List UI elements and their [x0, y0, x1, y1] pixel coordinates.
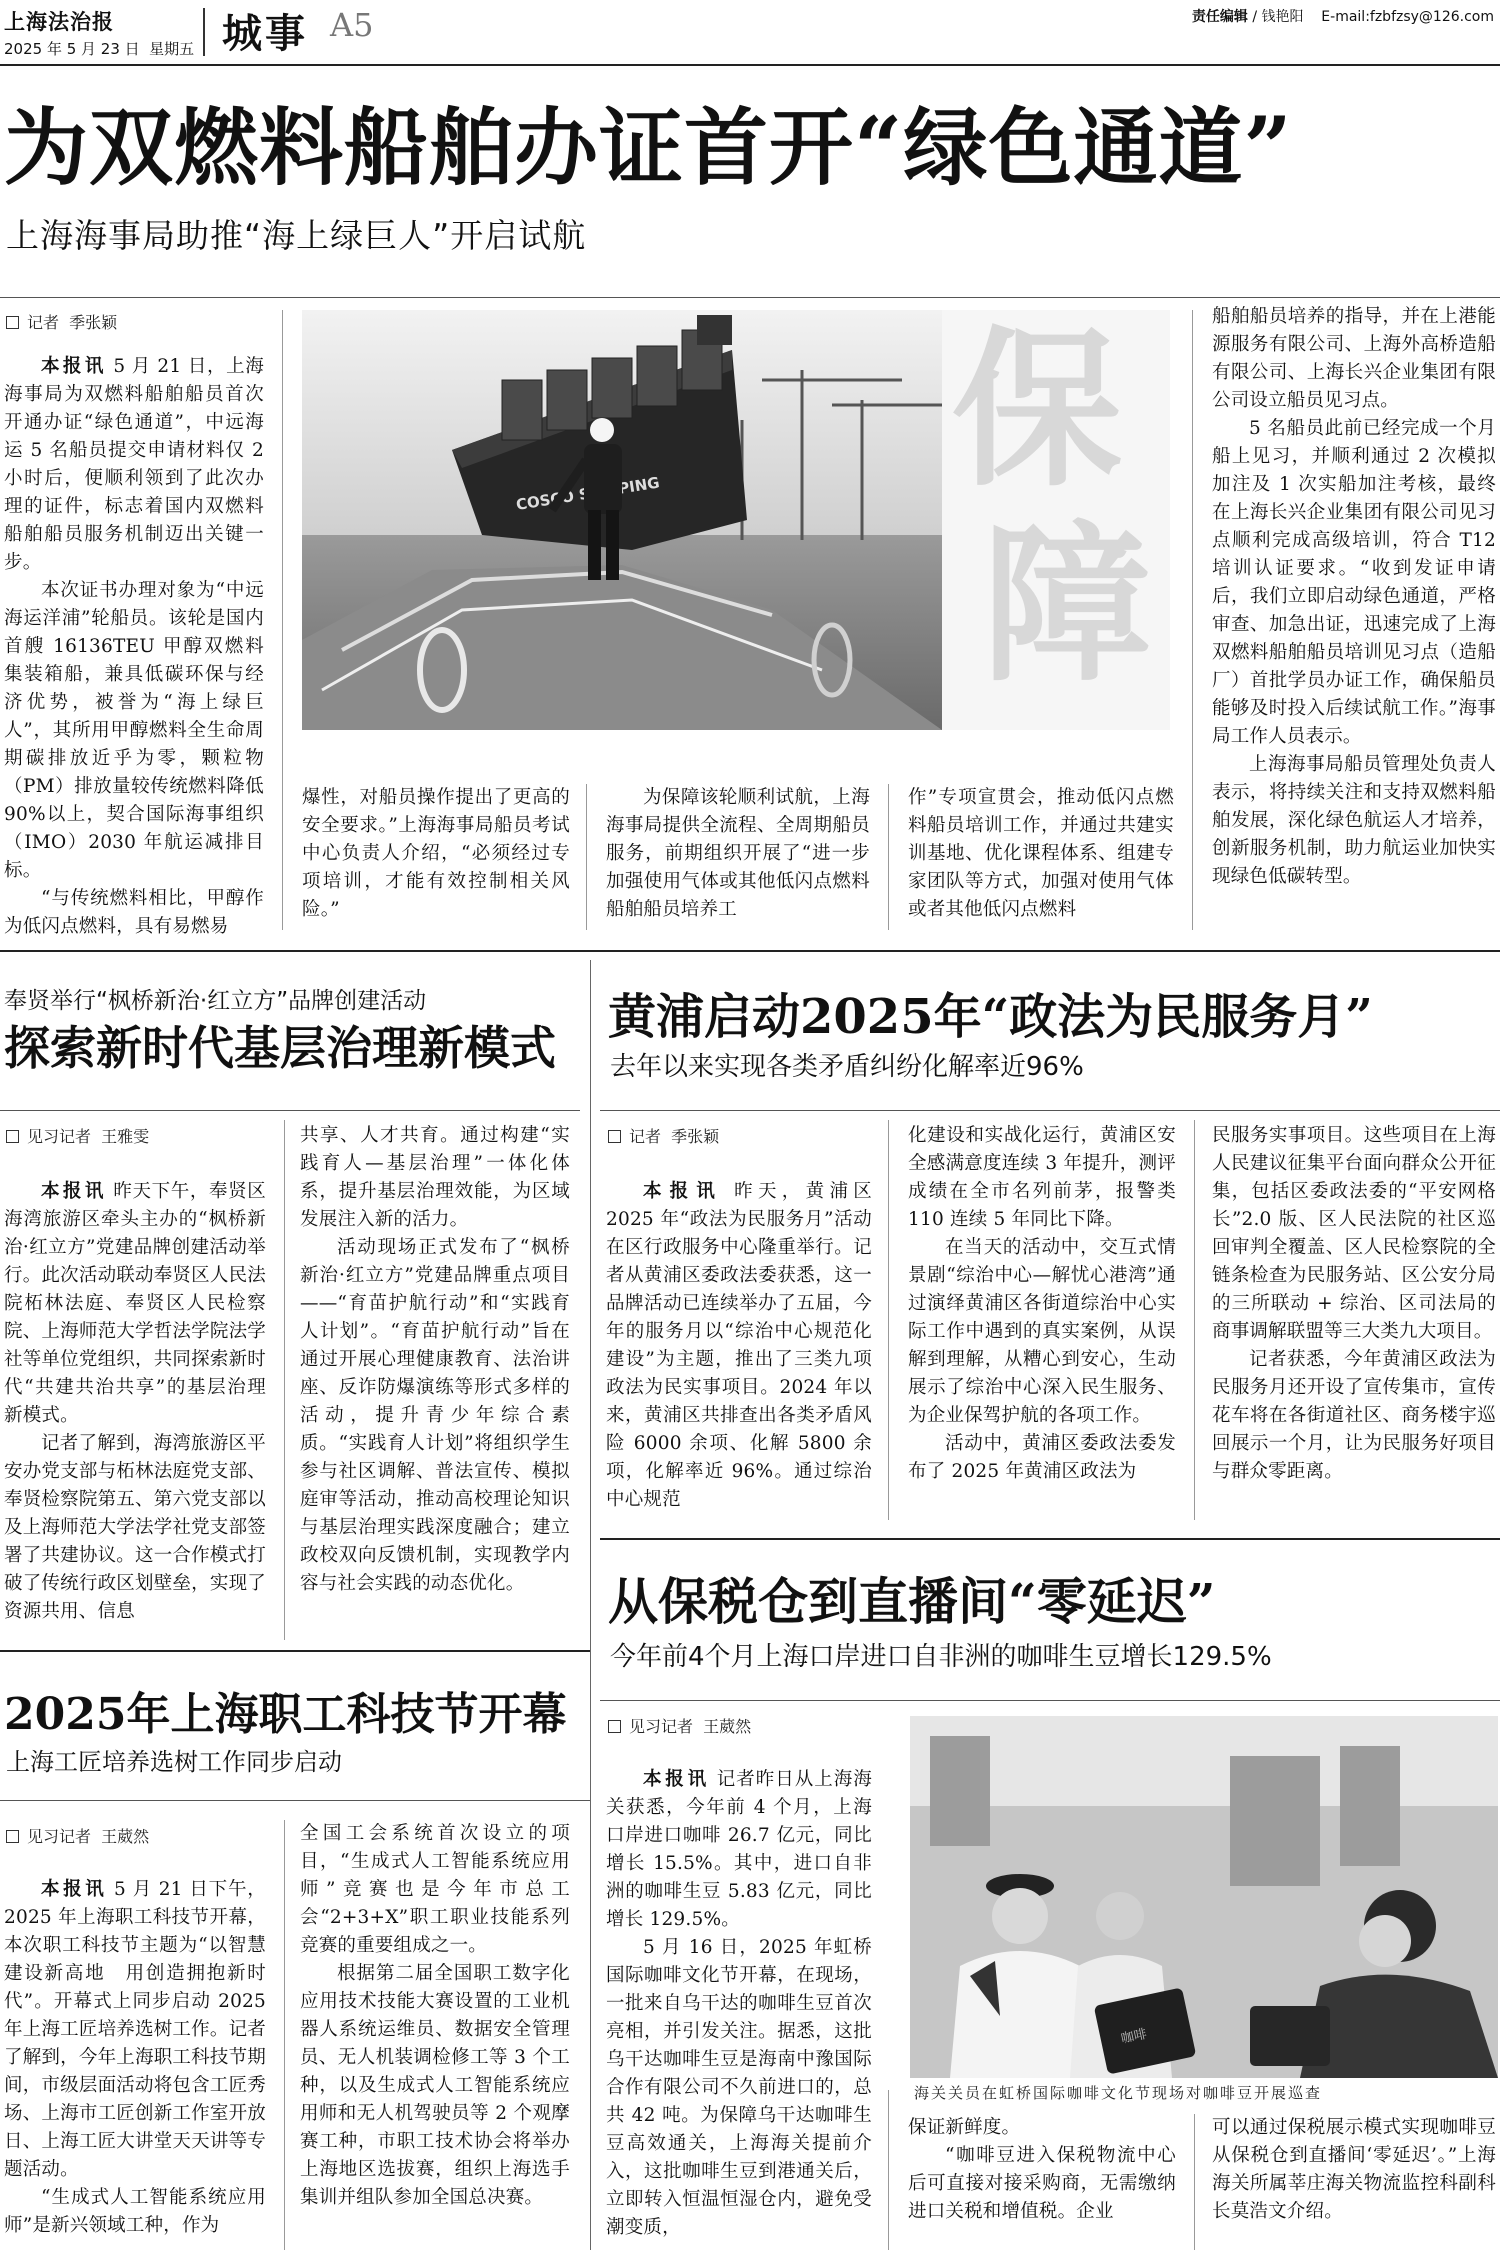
story4-paragraph: 5 月 16 日，2025 年虹桥国际咖啡文化节开幕，在现场，一批来自乌干达的咖啡生豆首次亮相，并引发关注。据悉，这批乌干达咖啡生豆是海南中豫国际合作有限公司不久前进口的，总共 42 吨。为保障乌干达咖啡生豆高效通关，上海海关提前介入，这批咖啡生豆到港通关后，立即转入恒温恒湿仓内，避免受潮变质， — [606, 1937, 872, 2238]
byline-box-icon — [6, 1130, 19, 1143]
story1-paragraph: 上海海事局船员管理处负责人表示，将持续关注和支持双燃料船舶发展，深化绿色航运人才培养，创新服务机制，助力航运业加快实现绿色低碳转型。 — [1212, 754, 1496, 887]
story5-column-2 — [300, 1820, 570, 2212]
story4-column-1 — [606, 1766, 872, 2242]
story3-paragraph: 记者获悉，今年黄浦区政法为民服务月还开设了宣传集市，宣传花车将在各街道社区、商务楼宇巡回展示一个月，让为民服务好项目与群众零距离。 — [1212, 1349, 1496, 1482]
story4-column-3 — [1212, 2114, 1496, 2226]
story1-paragraph: 作”专项宣贯会，推动低闪点燃料船员培训工作，并通过共建实训基地、优化课程体系、组建专家团队等方式，加强对使用气体或者其他低闪点燃料 — [908, 787, 1174, 920]
story1-bottom-rule — [0, 950, 1500, 952]
story5-top-rule — [0, 1650, 590, 1652]
column-divider — [282, 310, 283, 930]
story1-subhead: 上海海事局助推“海上绿巨人”开启试航 — [6, 216, 587, 255]
story3-column-3 — [1212, 1122, 1496, 1486]
bag-label-text: 咖啡 — [1119, 2026, 1149, 2047]
story3-column-2 — [908, 1122, 1176, 1486]
story1-paragraph: 船舶船员培养的指导，并在上港能源服务有限公司、上海外高桥造船有限公司、上海长兴企业集团有限公司设立船员见习点。 — [1212, 306, 1496, 411]
paper-name: 上海法治报 — [4, 9, 114, 34]
story2-byline-text: 见习记者 王雅雯 — [27, 1127, 150, 1146]
masthead-rule — [0, 64, 1500, 66]
story2-headline: 探索新时代基层治理新模式 — [4, 1021, 556, 1075]
byline-box-icon — [6, 1830, 19, 1843]
byline-box-icon — [608, 1130, 621, 1143]
story1-rule — [0, 297, 1500, 298]
story3-paragraph: 活动中，黄浦区委政法委发布了 2025 年黄浦区政法为 — [908, 1433, 1176, 1482]
story2-byline — [6, 1124, 149, 1147]
story5-subhead: 上海工匠培养选树工作同步启动 — [6, 1748, 342, 1776]
story4-headline: 从保税仓到直播间“零延迟” — [608, 1572, 1216, 1631]
story2-paragraph: 活动现场正式发布了“枫桥新治·红立方”党建品牌重点项目——“育苗护航行动”和“实践育人计划”。“育苗护航行动”旨在通过开展心理健康教育、法治讲座、反诈防爆演练等形式多样的活动，提升青少年综合素质。“实践育人计划”将组织学生参与社区调解、普法宣传、模拟庭审等活动，推动高校理论知识与基层治理实践深度融合；建立政校双向反馈机制，实现教学内容与社会实践的动态优化。 — [300, 1237, 570, 1594]
story4-byline — [608, 1714, 751, 1737]
story1-column-4 — [908, 784, 1174, 924]
story2-paragraph — [4, 1178, 266, 1430]
column-divider — [1194, 1120, 1195, 1520]
story4-paragraph: “咖啡豆进入保税物流中心后可直接对接采购商，无需缴纳进口关税和增值税。企业 — [908, 2145, 1176, 2222]
story3-headline: 黄浦启动2025年“政法为民服务月” — [608, 989, 1373, 1045]
story1-column-1 — [4, 353, 264, 941]
story5-byline — [6, 1824, 149, 1847]
calligraphy-char-1: 保 — [952, 310, 1123, 510]
story5-text: 5 月 21 日下午，2025 年上海职工科技节开幕，本次职工科技节主题为“以智慧建设新高地 用创造拥抱新时代”。开幕式上同步启动 2025 年上海工匠培养选树工作。记者了解到，今年上海职工科技节期间，市级层面活动将包含工匠秀场、上海市工匠创新工作室开放日、上海工匠大讲堂天天讲等专题活动。 — [4, 1879, 266, 2180]
story1-lead: 本报讯 — [41, 356, 107, 377]
story4-lead: 本报讯 — [643, 1769, 710, 1790]
story3-column-1 — [606, 1178, 872, 1514]
story1-paragraph — [4, 353, 264, 577]
story4-photo — [910, 1716, 1498, 2078]
story5-lead: 本报讯 — [41, 1879, 108, 1900]
story3-subhead: 去年以来实现各类矛盾纠纷化解率近96% — [610, 1052, 1084, 1082]
calligraphy-char-2: 障 — [982, 505, 1153, 705]
column-divider — [1194, 2114, 1195, 2250]
story1-photo — [302, 310, 942, 730]
story1-headline: 为双燃料船舶办证首开“绿色通道” — [4, 98, 1293, 197]
story1-text: 5 月 21 日，上海海事局为双燃料船舶船员首次开通办证“绿色通道”，中远海运 5 名船员提交申请材料仅 2 小时后，便顺利领到了此次办理的证件，标志着国内双燃料船舶船员服务机制迈出关键一步。 — [4, 356, 264, 573]
story3-paragraph — [606, 1178, 872, 1514]
story5-headline: 2025年上海职工科技节开幕 — [4, 1689, 567, 1740]
story2-lead: 本报讯 — [41, 1181, 107, 1202]
ship-photo-illustration — [302, 310, 942, 730]
column-divider — [586, 784, 587, 930]
story1-paragraph: 爆性，对船员操作提出了更高的安全要求。”上海海事局船员考试中心负责人介绍，“必须经过专项培训，才能有效控制相关风险。” — [302, 787, 570, 920]
story3-byline — [608, 1124, 719, 1147]
story1-column-2 — [302, 784, 570, 924]
coffee-inspection-illustration — [910, 1716, 1498, 2078]
calligraphy-panel — [942, 310, 1170, 730]
issue-date: 2025 年 5 月 23 日 星期五 — [4, 40, 195, 58]
masthead-divider — [203, 8, 205, 56]
story3-lead: 本报讯 — [643, 1181, 723, 1202]
column-divider — [1192, 310, 1193, 930]
story5-byline-text: 见习记者 王葳然 — [27, 1827, 150, 1846]
ship-name-text: COSCO — [514, 487, 576, 514]
story2-kicker: 奉贤举行“枫桥新治·红立方”品牌创建活动 — [4, 988, 427, 1014]
story1-paragraph: “与传统燃料相比，甲醇作为低闪点燃料，具有易燃易 — [4, 888, 264, 937]
column-divider — [888, 2090, 889, 2250]
story5-paragraph: 根据第二届全国职工数字化应用技术技能大赛设置的工业机器人系统运维员、数据安全管理员、无人机装调检修工等 3 个工种，以及生成式人工智能系统应用师和无人机驾驶员等 2 个观摩赛工种，市职工技术协会将举办上海地区选拔赛，组织上海选手集训并组队参加全国总决赛。 — [300, 1963, 570, 2208]
story1-byline-text: 记者 季张颖 — [27, 313, 118, 332]
editor-email: E-mail:fzbfzsy@126.com — [1321, 9, 1494, 25]
page-number: A5 — [330, 6, 374, 44]
story5-rule — [0, 1800, 590, 1801]
story4-subhead: 今年前4个月上海口岸进口自非洲的咖啡生豆增长129.5% — [610, 1642, 1272, 1672]
story3-rule — [600, 1110, 1500, 1111]
story3-text: 昨天，黄浦区2025 年“政法为民服务月”活动在区行政服务中心隆重举行。记者从黄浦区委政法委获悉，这一品牌活动已连续举办了五届，今年的服务月以“综治中心规范化建设”为主题，推出了三类九项政法为民实事项目。2024 年以来，黄浦区共排查出各类矛盾风险 6000 余项、化解 5800 余项，化解率近 96%。通过综治中心规范 — [606, 1181, 872, 1510]
story1-column-3 — [606, 784, 870, 924]
story3-bottom-rule — [600, 1538, 1500, 1540]
story5-paragraph — [4, 1876, 266, 2184]
story3-byline-text: 记者 季张颖 — [629, 1127, 720, 1146]
column-divider — [284, 1120, 285, 1640]
story4-column-2 — [908, 2114, 1176, 2226]
story5-paragraph: 全国工会系统首次设立的项目，“生成式人工智能系统应用师”竞赛也是今年市总工会“2+3+X”职工职业技能系列竞赛的重要组成之一。 — [300, 1823, 570, 1956]
story2-text: 昨天下午，奉贤区海湾旅游区牵头主办的“枫桥新治·红立方”党建品牌创建活动举行。此次活动联动奉贤区人民法院柘林法庭、奉贤区人民检察院、上海师范大学哲法学院法学社等单位党组织，共同探索新时代“共建共治共享”的基层治理新模式。 — [4, 1181, 266, 1426]
column-divider — [284, 1820, 285, 2250]
story3-paragraph: 化建设和实战化运行，黄浦区安全感满意度连续 3 年提升，测评成绩在全市名列前茅，报警类 110 连续 5 年同比下降。 — [908, 1125, 1176, 1230]
story3-paragraph: 民服务实事项目。这些项目在上海人民建议征集平台面向群众公开征集，包括区委政法委的“平安网格长”2.0 版、区人民法院的社区巡回审判全覆盖、区人民检察院的全链条检查为民服务站、区公安分局的三所联动 + 综治、区司法局的商事调解联盟等三大类九大项目。 — [1212, 1125, 1496, 1342]
story2-rule — [0, 1110, 580, 1111]
story4-paragraph — [606, 1766, 872, 1934]
column-divider — [888, 784, 889, 930]
story1-paragraph: 本次证书办理对象为“中远海运洋浦”轮船员。该轮是国内首艘 16136TEU 甲醇双燃料集装箱船，兼具低碳环保与经济优势，被誉为“海上绿巨人”，其所用甲醇燃料全生命周期碳排放近乎为零，颗粒物（PM）排放量较传统燃料降低 90%以上，契合国际海事组织（IMO）2030 年航运减排目标。 — [4, 580, 264, 881]
story2-column-2 — [300, 1122, 570, 1598]
story1-paragraph: 5 名船员此前已经完成一个月船上见习，并顺利通过 2 次模拟加注及 1 次实船加注考核，最终在上海长兴企业集团有限公司见习点顺利完成高级培训，符合 T12 培训认证要求。“收到发证申请后，我们立即启动绿色通道，严格审查、加急出证，迅速完成了上海双燃料船舶船员培训见习点（造船厂）首批学员办证工作，确保船员能够及时投入后续试航工作。”海事局工作人员表示。 — [1212, 418, 1496, 747]
story1-column-5 — [1212, 303, 1496, 891]
story2-column-1 — [4, 1178, 266, 1626]
story1-paragraph: 为保障该轮顺利试航，上海海事局提供全流程、全周期船员服务，前期组织开展了“进一步加强使用气体或其他低闪点燃料船舶船员培养工 — [606, 787, 870, 920]
story4-paragraph: 保证新鲜度。 — [908, 2117, 1021, 2138]
story4-byline-text: 见习记者 王葳然 — [629, 1717, 752, 1736]
story4-paragraph: 可以通过保税展示模式实现咖啡豆从保税仓到直播间‘零延迟’。”上海海关所属莘庄海关物流监控科副科长莫浩文介绍。 — [1212, 2117, 1496, 2222]
story4-text: 记者昨日从上海海关获悉，今年前 4 个月，上海口岸进口咖啡 26.7 亿元，同比增长 15.5%。其中，进口自非洲的咖啡生豆 5.83 亿元，同比增长 129.5%。 — [606, 1769, 872, 1930]
byline-box-icon — [608, 1720, 621, 1733]
column-divider-main — [590, 960, 591, 2250]
story3-paragraph: 在当天的活动中，交互式情景剧“综治中心—解忧心港湾”通过演绎黄浦区各街道综治中心实际工作中遇到的真实案例，从误解到理解，从糟心到安心，生动展示了综治中心深入民生服务、为企业保驾护航的各项工作。 — [908, 1237, 1176, 1426]
story4-rule — [600, 1700, 1500, 1701]
story1-byline — [6, 310, 117, 333]
story5-paragraph: “生成式人工智能系统应用师”是新兴领域工种，作为 — [4, 2187, 266, 2236]
column-divider — [888, 1120, 889, 1520]
editor-info: 责任编辑 / 钱艳阳 E-mail:fzbfzsy@126.com — [1191, 9, 1494, 25]
story4-photo-caption: 海关关员在虹桥国际咖啡文化节现场对咖啡豆开展巡查 — [914, 2084, 1323, 2102]
byline-box-icon — [6, 316, 19, 329]
story5-column-1 — [4, 1876, 266, 2240]
story2-paragraph: 共享、人才共育。通过构建“实践育人—基层治理”一体化体系，提升基层治理效能，为区域发展注入新的活力。 — [300, 1125, 570, 1230]
story2-paragraph: 记者了解到，海湾旅游区平安办党支部与柘林法庭党支部、奉贤检察院第五、第六党支部以及上海师范大学法学社党支部签署了共建协议。这一合作模式打破了传统行政区划壁垒，实现了资源共用、信息 — [4, 1433, 266, 1622]
editor-name: 钱艳阳 — [1261, 9, 1304, 25]
editor-label: 责任编辑 — [1191, 9, 1248, 25]
section-name: 城事 — [222, 11, 308, 57]
